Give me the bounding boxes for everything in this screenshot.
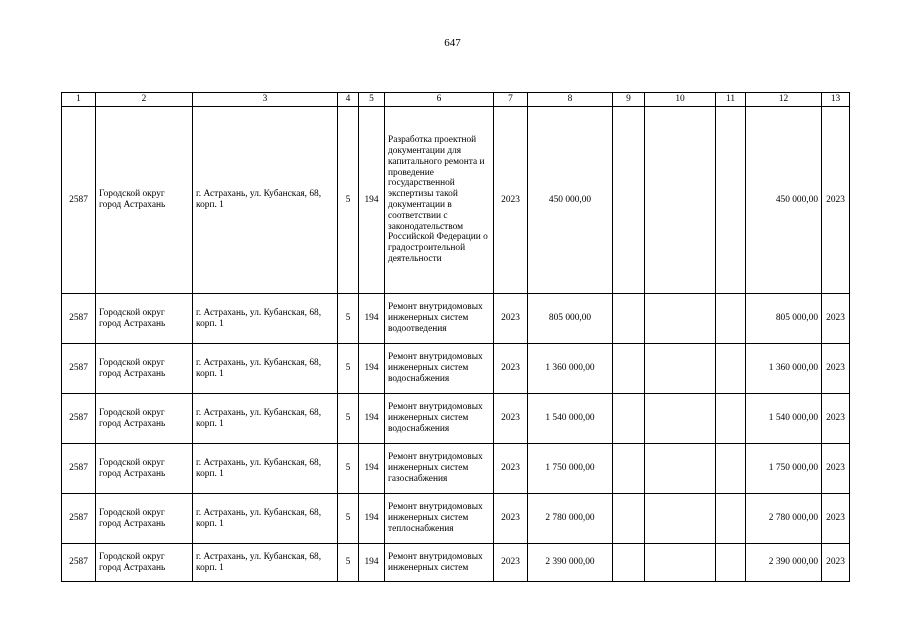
cell-address: г. Астрахань, ул. Кубанская, 68, корп. 1 <box>193 544 338 582</box>
cell-fund-cost: 2 390 000,00 <box>746 544 822 582</box>
cell-registry-number: 2587 <box>62 294 96 344</box>
cell-col-4: 5 <box>338 107 359 294</box>
table-row <box>62 444 850 494</box>
cell-col-9 <box>613 107 645 294</box>
cell-col-9 <box>613 544 645 582</box>
cell-fund-cost: 450 000,00 <box>746 107 822 294</box>
column-header-11: 11 <box>716 93 746 107</box>
cell-fund-cost: 1 540 000,00 <box>746 394 822 444</box>
table-body <box>62 107 850 582</box>
cell-work-type: Ремонт внутридомовых инженерных систем водоснабжения <box>385 394 494 444</box>
cell-col-10 <box>645 544 716 582</box>
cell-col-4: 5 <box>338 394 359 444</box>
cell-col-5: 194 <box>359 344 385 394</box>
cell-total-cost: 2 780 000,00 <box>528 494 613 544</box>
cell-work-type <box>385 544 494 582</box>
cell-work-type: Разработка проектной документации для капитального ремонта и проведение государственной экспертизы такой документации в соответствии с законодательством Российской Федерации о градостроительной деятельности <box>385 107 494 294</box>
cell-registry-number: 2587 <box>62 344 96 394</box>
column-header-2: 2 <box>96 93 193 107</box>
cell-col-11 <box>716 294 746 344</box>
cell-address: г. Астрахань, ул. Кубанская, 68, корп. 1 <box>193 394 338 444</box>
column-header-8: 8 <box>528 93 613 107</box>
cell-address: г. Астрахань, ул. Кубанская, 68, корп. 1 <box>193 494 338 544</box>
column-header-7: 7 <box>494 93 528 107</box>
cell-year: 2023 <box>494 494 528 544</box>
cell-total-cost: 450 000,00 <box>528 107 613 294</box>
cell-municipality: Городской округ город Астрахань <box>96 544 193 582</box>
table-row <box>62 394 850 444</box>
cell-completion-year: 2023 <box>822 107 850 294</box>
cell-municipality: Городской округ город Астрахань <box>96 107 193 294</box>
cell-col-9 <box>613 344 645 394</box>
table-row <box>62 294 850 344</box>
cell-col-9 <box>613 494 645 544</box>
cell-total-cost: 1 360 000,00 <box>528 344 613 394</box>
column-header-12: 12 <box>746 93 822 107</box>
capital-repair-table <box>61 92 850 582</box>
cell-col-10 <box>645 107 716 294</box>
column-header-10: 10 <box>645 93 716 107</box>
column-header-6: 6 <box>385 93 494 107</box>
cell-completion-year: 2023 <box>822 294 850 344</box>
cell-completion-year: 2023 <box>822 344 850 394</box>
cell-fund-cost: 1 360 000,00 <box>746 344 822 394</box>
cell-col-5: 194 <box>359 444 385 494</box>
cell-municipality: Городской округ город Астрахань <box>96 294 193 344</box>
cell-col-5: 194 <box>359 107 385 294</box>
cell-completion-year: 2023 <box>822 494 850 544</box>
cell-fund-cost: 1 750 000,00 <box>746 444 822 494</box>
cell-col-11 <box>716 544 746 582</box>
cell-col-10 <box>645 494 716 544</box>
cell-work-type: Ремонт внутридомовых инженерных систем газоснабжения <box>385 444 494 494</box>
cell-col-4: 5 <box>338 294 359 344</box>
cell-col-11 <box>716 344 746 394</box>
cell-work-type: Ремонт внутридомовых инженерных систем теплоснабжения <box>385 494 494 544</box>
cell-work-type: Ремонт внутридомовых инженерных систем водоотведения <box>385 294 494 344</box>
cell-col-10 <box>645 294 716 344</box>
cell-col-11 <box>716 394 746 444</box>
cell-col-9 <box>613 394 645 444</box>
cell-completion-year: 2023 <box>822 394 850 444</box>
cell-registry-number: 2587 <box>62 544 96 582</box>
cell-municipality: Городской округ город Астрахань <box>96 494 193 544</box>
cell-municipality: Городской округ город Астрахань <box>96 394 193 444</box>
cell-registry-number: 2587 <box>62 494 96 544</box>
table-row <box>62 544 850 582</box>
cell-year: 2023 <box>494 107 528 294</box>
cell-col-5: 194 <box>359 294 385 344</box>
cell-col-4: 5 <box>338 494 359 544</box>
cell-col-11 <box>716 107 746 294</box>
table-row <box>62 344 850 394</box>
page-number: 647 <box>444 37 461 49</box>
cell-col-11 <box>716 494 746 544</box>
cell-address: г. Астрахань, ул. Кубанская, 68, корп. 1 <box>193 344 338 394</box>
cell-col-9 <box>613 444 645 494</box>
cell-work-type-text: Ремонт внутридомовых инженерных систем <box>388 551 483 573</box>
cell-work-type: Ремонт внутридомовых инженерных систем водоснабжения <box>385 344 494 394</box>
cell-year: 2023 <box>494 544 528 582</box>
cell-year: 2023 <box>494 344 528 394</box>
column-header-1: 1 <box>62 93 96 107</box>
column-header-3: 3 <box>193 93 338 107</box>
cell-total-cost: 2 390 000,00 <box>528 544 613 582</box>
cell-fund-cost: 2 780 000,00 <box>746 494 822 544</box>
cell-year: 2023 <box>494 294 528 344</box>
cell-address: г. Астрахань, ул. Кубанская, 68, корп. 1 <box>193 444 338 494</box>
cell-col-10 <box>645 444 716 494</box>
cell-col-9 <box>613 294 645 344</box>
table-header-row <box>62 93 850 107</box>
cell-fund-cost: 805 000,00 <box>746 294 822 344</box>
column-header-13: 13 <box>822 93 850 107</box>
column-header-4: 4 <box>338 93 359 107</box>
cell-total-cost: 1 540 000,00 <box>528 394 613 444</box>
cell-col-10 <box>645 344 716 394</box>
cell-completion-year: 2023 <box>822 544 850 582</box>
cell-year: 2023 <box>494 394 528 444</box>
cell-col-4: 5 <box>338 544 359 582</box>
column-header-9: 9 <box>613 93 645 107</box>
cell-address: г. Астрахань, ул. Кубанская, 68, корп. 1 <box>193 294 338 344</box>
cell-municipality: Городской округ город Астрахань <box>96 344 193 394</box>
cell-completion-year: 2023 <box>822 444 850 494</box>
cell-total-cost: 805 000,00 <box>528 294 613 344</box>
cell-col-4: 5 <box>338 444 359 494</box>
cell-registry-number: 2587 <box>62 394 96 444</box>
cell-registry-number: 2587 <box>62 444 96 494</box>
cell-col-10 <box>645 394 716 444</box>
column-header-5: 5 <box>359 93 385 107</box>
cell-year: 2023 <box>494 444 528 494</box>
cell-col-5: 194 <box>359 544 385 582</box>
cell-col-4: 5 <box>338 344 359 394</box>
table-row <box>62 107 850 294</box>
cell-address: г. Астрахань, ул. Кубанская, 68, корп. 1 <box>193 107 338 294</box>
cell-registry-number: 2587 <box>62 107 96 294</box>
cell-col-5: 194 <box>359 394 385 444</box>
cell-total-cost: 1 750 000,00 <box>528 444 613 494</box>
table-row <box>62 494 850 544</box>
cell-municipality: Городской округ город Астрахань <box>96 444 193 494</box>
cell-col-11 <box>716 444 746 494</box>
cell-col-5: 194 <box>359 494 385 544</box>
